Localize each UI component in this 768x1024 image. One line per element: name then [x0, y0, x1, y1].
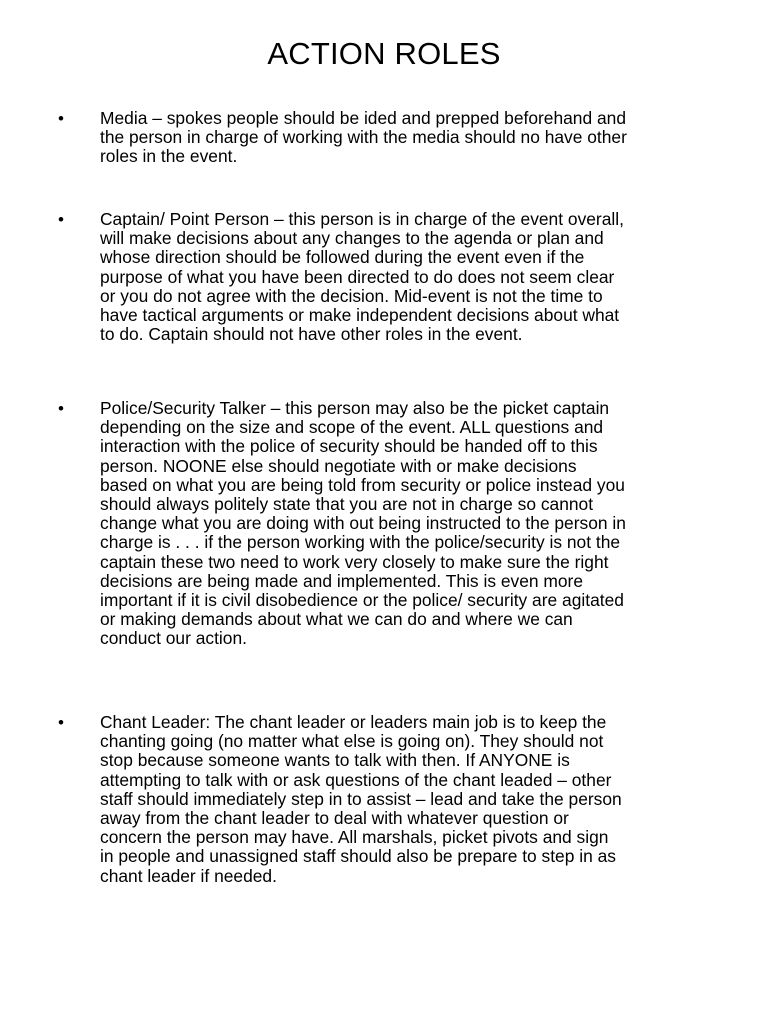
text-line: Police/Security Talker – this person may also be the picket captain — [100, 398, 610, 418]
text-line: person. NOONE else should negotiate with or make decisions — [100, 455, 577, 476]
text-line: will make decisions about any changes to the agenda or plan and — [100, 228, 604, 249]
text-line: in people and unassigned staff should also be prepare to step in as — [100, 846, 616, 867]
text-line: Captain/ Point Person – this person is in charge of the event overall, — [100, 209, 624, 229]
page-title: ACTION ROLES — [267, 36, 501, 71]
text-line: important if it is civil disobedience or the police/ security are agitated — [100, 590, 624, 611]
text-line: conduct our action. — [100, 628, 247, 649]
text-line: chanting going (no matter what else is going on). They should not — [100, 731, 604, 752]
text-line: should always politely state that you are not in charge so cannot — [100, 494, 594, 515]
bullet-marker: • — [58, 399, 64, 418]
text-line: change what you are doing with out being instructed to the person in — [100, 513, 626, 534]
text-line: staff should immediately step in to assist – lead and take the person — [100, 788, 622, 809]
text-line: interaction with the police of security should be handed off to this — [100, 436, 598, 457]
text-line: roles in the event. — [100, 146, 238, 167]
bullet-text — [100, 399, 718, 649]
text-line: have tactical arguments or make independent decisions about what — [100, 305, 620, 326]
text-line: to do. Captain should not have other roles in the event. — [100, 324, 523, 345]
text-line: charge is . . . if the person working with the police/security is not the — [100, 532, 621, 553]
text-line: or making demands about what we can do and where we can — [100, 609, 573, 630]
text-line: the person in charge of working with the media should no have other — [100, 127, 627, 148]
bullet-marker: • — [58, 210, 64, 229]
text-line: stop because someone wants to talk with then. If ANYONE is — [100, 750, 570, 771]
text-line: whose direction should be followed during the event even if the — [100, 247, 585, 268]
text-line: captain these two need to work very closely to make sure the right — [100, 551, 609, 572]
text-line: chant leader if needed. — [100, 865, 277, 886]
text-line: attempting to talk with or ask questions of the chant leaded – other — [100, 769, 612, 790]
text-line: or you do not agree with the decision. Mid-event is not the time to — [100, 285, 603, 306]
bullet-marker: • — [58, 713, 64, 732]
text-line: Media – spokes people should be ided and prepped beforehand and — [100, 108, 626, 128]
bullet-text — [100, 109, 718, 167]
text-line: concern the person may have. All marshals, picket pivots and sign — [100, 827, 609, 848]
text-line: decisions are being made and implemented. This is even more — [100, 570, 584, 591]
bullet-text — [100, 210, 718, 344]
text-line: purpose of what you have been directed to do does not seem clear — [100, 266, 615, 287]
text-line: depending on the size and scope of the event. ALL questions and — [100, 417, 604, 438]
text-line: away from the chant leader to deal with whatever question or — [100, 808, 569, 829]
text-line: based on what you are being told from security or police instead you — [100, 474, 625, 495]
bullet-text — [100, 713, 718, 886]
bullet-marker: • — [58, 109, 64, 128]
text-line: Chant Leader: The chant leader or leaders main job is to keep the — [100, 712, 607, 732]
